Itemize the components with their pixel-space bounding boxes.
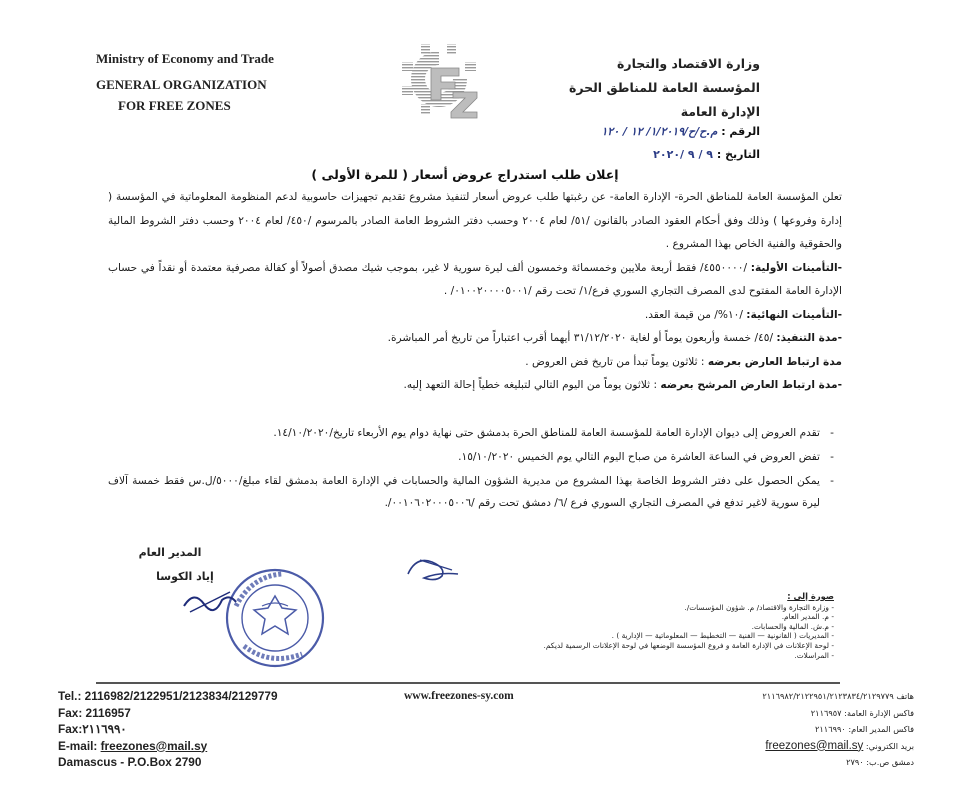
footer-website[interactable]: www.freezones-sy.com bbox=[404, 690, 514, 702]
dash-icon: - bbox=[830, 427, 834, 439]
ar-org: المؤسسة العامة للمناطق الحرة bbox=[568, 80, 760, 95]
footer-ar-phone: هاتف ٢١١٦٩٨٢/٢١٢٢٩٥١/٢١٢٣٨٣٤/٢١٢٩٧٧٩ bbox=[762, 691, 914, 701]
bullet-item bbox=[108, 470, 834, 514]
footer-ar-email-line bbox=[594, 738, 914, 755]
footer-contact-en bbox=[58, 688, 278, 771]
en-org-line2: FOR FREE ZONES bbox=[118, 98, 231, 113]
date-value: ٩ / ٩ /٢٠٢٠ bbox=[653, 148, 714, 161]
initial-insurance-label: -التأمينات الأولية: bbox=[750, 261, 842, 274]
initial-insurance bbox=[108, 257, 842, 304]
cc-item: - المراسلات. bbox=[794, 650, 834, 660]
bullet-text: تقدم العروض إلى ديوان الإدارة العامة للمؤسسة العامة للمناطق الحرة بدمشق حتى نهاية دوام يوم الأربعاء تاريخ/١٤/١٠/٢٠٢٠. bbox=[273, 427, 820, 439]
footer-ar-email-label: بريد الكتروني: bbox=[863, 740, 914, 751]
execution-period-text: /٤٥/ خمسة وأربعون يوماً أو لغاية ٣١/١٢/٢٠٢٠ أيهما أقرب اعتباراً من تاريخ أمر المباشرة. bbox=[387, 332, 774, 344]
dash-icon: - bbox=[830, 451, 834, 463]
announcement-bullets bbox=[108, 422, 834, 514]
announcement-body bbox=[108, 186, 842, 398]
en-ministry: Ministry of Economy and Trade bbox=[96, 51, 274, 66]
final-insurance-text: /١٠%/ من قيمة العقد. bbox=[644, 308, 743, 321]
bullet-item bbox=[108, 422, 834, 444]
footer-tel: Tel.: 2116982/2122951/2123834/2129779 bbox=[58, 689, 278, 703]
ar-ministry: وزارة الاقتصاد والتجارة bbox=[617, 56, 760, 71]
cc-item: - م. المدير العام. bbox=[781, 612, 834, 622]
footer-email-label: E-mail: bbox=[58, 738, 101, 753]
bullet-item bbox=[108, 446, 834, 468]
cc-list bbox=[134, 592, 834, 660]
cc-item-text: م.ش. المالية والحسابات. bbox=[751, 621, 829, 631]
reference-label: الرقم : bbox=[721, 125, 760, 138]
footer-divider bbox=[96, 682, 840, 684]
footer-contact-ar bbox=[594, 688, 914, 771]
bullet-text: تفض العروض في الساعة العاشرة من صباح اليوم التالي يوم الخميس ١٥/١٠/٢٠٢٠. bbox=[458, 451, 820, 463]
nominee-commitment bbox=[108, 374, 842, 398]
cc-item-text: وزارة التجارة والاقتصاد/ م. شؤون المؤسسات/. bbox=[684, 602, 829, 612]
cc-heading: صورة إلى : bbox=[787, 591, 834, 601]
cc-item-text: لوحة الإعلانات في الإدارة العامة و فروع المؤسسة الوضعها في لوحة الإعلانات الرسمية لديكم. bbox=[543, 640, 829, 650]
reference-value: م.ح/ح/١/٢٠١٩/ ١٢ / ١٢٠ bbox=[601, 125, 718, 138]
bidder-commitment-text: : ثلاثون يوماً تبدأ من تاريخ فض العروض . bbox=[525, 355, 705, 368]
final-insurance bbox=[108, 304, 842, 328]
nominee-commitment-text: : ثلاثون يوماً من اليوم التالي لتبليغه خطياً إحالة التعهد إليه. bbox=[403, 379, 658, 391]
bidder-commitment-label: مدة ارتباط العارض بعرضه bbox=[707, 355, 842, 368]
en-org-line1: GENERAL ORGANIZATION bbox=[96, 77, 267, 92]
footer-ar-fax-admin: فاكس الإدارة العامة: ٢١١٦٩٥٧ bbox=[810, 707, 914, 718]
cc-item-text: المديريات ( القانونية — الفنية — التخطيط — المعلوماتية — الإدارية ) . bbox=[611, 631, 829, 641]
footer-pobox: Damascus - P.O.Box 2790 bbox=[58, 755, 202, 769]
cc-item: - وزارة التجارة والاقتصاد/ م. شؤون المؤسسات/. bbox=[684, 602, 834, 612]
footer-ar-fax-director: فاكس المدير العام: ٢١١٦٩٩٠ bbox=[815, 724, 914, 734]
bullet-text: يمكن الحصول على دفتر الشروط الخاصة بهذا المشروع من مديرية الشؤون المالية والحسابات في الإدارة العامة بدمشق لقاء مبلغ/٥٠٠٠/ل.س فقط خمسة آلاف ليرة سورية لاغير تدفع في المصرف التجاري السوري فرع /٦/ دمشق تحت رقم /٠٠١٠٦٠٢٠٠٠٥٠٠٦/. bbox=[108, 475, 820, 509]
nominee-commitment-label: -مدة ارتباط العارض المرشح بعرضه bbox=[660, 379, 842, 391]
signature-title: المدير العام bbox=[138, 546, 202, 559]
cc-item: - المديريات ( القانونية — الفنية — التخطيط — المعلوماتية — الإدارية ) . bbox=[611, 631, 834, 641]
bidder-commitment bbox=[108, 351, 842, 375]
cc-item: - م.ش. المالية والحسابات. bbox=[751, 621, 834, 631]
document-date bbox=[460, 148, 760, 161]
date-label: التاريخ : bbox=[716, 148, 760, 161]
footer-fax2: Fax:٢١١٦٩٩٠ bbox=[58, 722, 127, 736]
reference-number bbox=[460, 125, 760, 138]
initials-scribble bbox=[402, 552, 464, 586]
footer-email-link[interactable]: freezones@mail.sy bbox=[100, 738, 208, 753]
dash-icon: - bbox=[830, 475, 834, 487]
footer-email-line bbox=[58, 738, 278, 755]
final-insurance-label: -التأمينات النهائية: bbox=[746, 308, 842, 321]
footer-ar-email-link[interactable]: freezones@mail.sy bbox=[765, 739, 864, 752]
cc-item-text: م. المدير العام. bbox=[781, 612, 829, 622]
announcement-title: إعلان طلب استدراج عروض أسعار ( للمرة الأولى ) bbox=[311, 167, 619, 182]
cc-item: - لوحة الإعلانات في الإدارة العامة و فروع المؤسسة الوضعها في لوحة الإعلانات الرسمية لديكم. bbox=[543, 640, 834, 650]
ar-admin: الإدارة العامة bbox=[680, 104, 760, 119]
organization-logo bbox=[397, 40, 483, 120]
execution-period-label: -مدة التنفيذ: bbox=[776, 332, 842, 344]
footer-ar-pobox: دمشق ص.ب: ٢٧٩٠ bbox=[846, 757, 914, 767]
intro-paragraph: تعلن المؤسسة العامة للمناطق الحرة- الإدارة العامة- عن رغبتها طلب عروض أسعار لتنفيذ مشروع تقديم تجهيزات حاسوبية لدعم المنظومة المعلوماتية في المؤسسة ( إدارة وفروعها ) وذلك وفق أحكام العقود الصادر بالقانون /٥١/ لعام ٢٠٠٤ وحسب دفتر الشروط العامة الصادر بالمرسوم /٤٥٠/ لعام ٢٠٠٤ وحسب دفتر الشروط المالية والحقوقية والفنية الخاص بهذا المشروع . bbox=[108, 191, 842, 250]
cc-item-text: المراسلات. bbox=[794, 650, 829, 660]
footer-fax: Fax: 2116957 bbox=[58, 705, 131, 720]
initial-insurance-text: /٤٥٥٠٠٠٠/ فقط أربعة ملايين وخمسمائة وخمسون ألف ليرة سورية لا غير، بموجب شيك مصدق أصولاً أو كفالة مصرفية معتمدة أو نقداً في حساب الإدارة العامة المفتوح لدى المصرف التجاري السوري فرع/١/ تحت رقم /٠١٠٠٢٠٠٠٠٥٠٠١/ . bbox=[108, 261, 842, 297]
signature-name: إياد الكوسا bbox=[156, 570, 214, 583]
execution-period bbox=[108, 327, 842, 351]
